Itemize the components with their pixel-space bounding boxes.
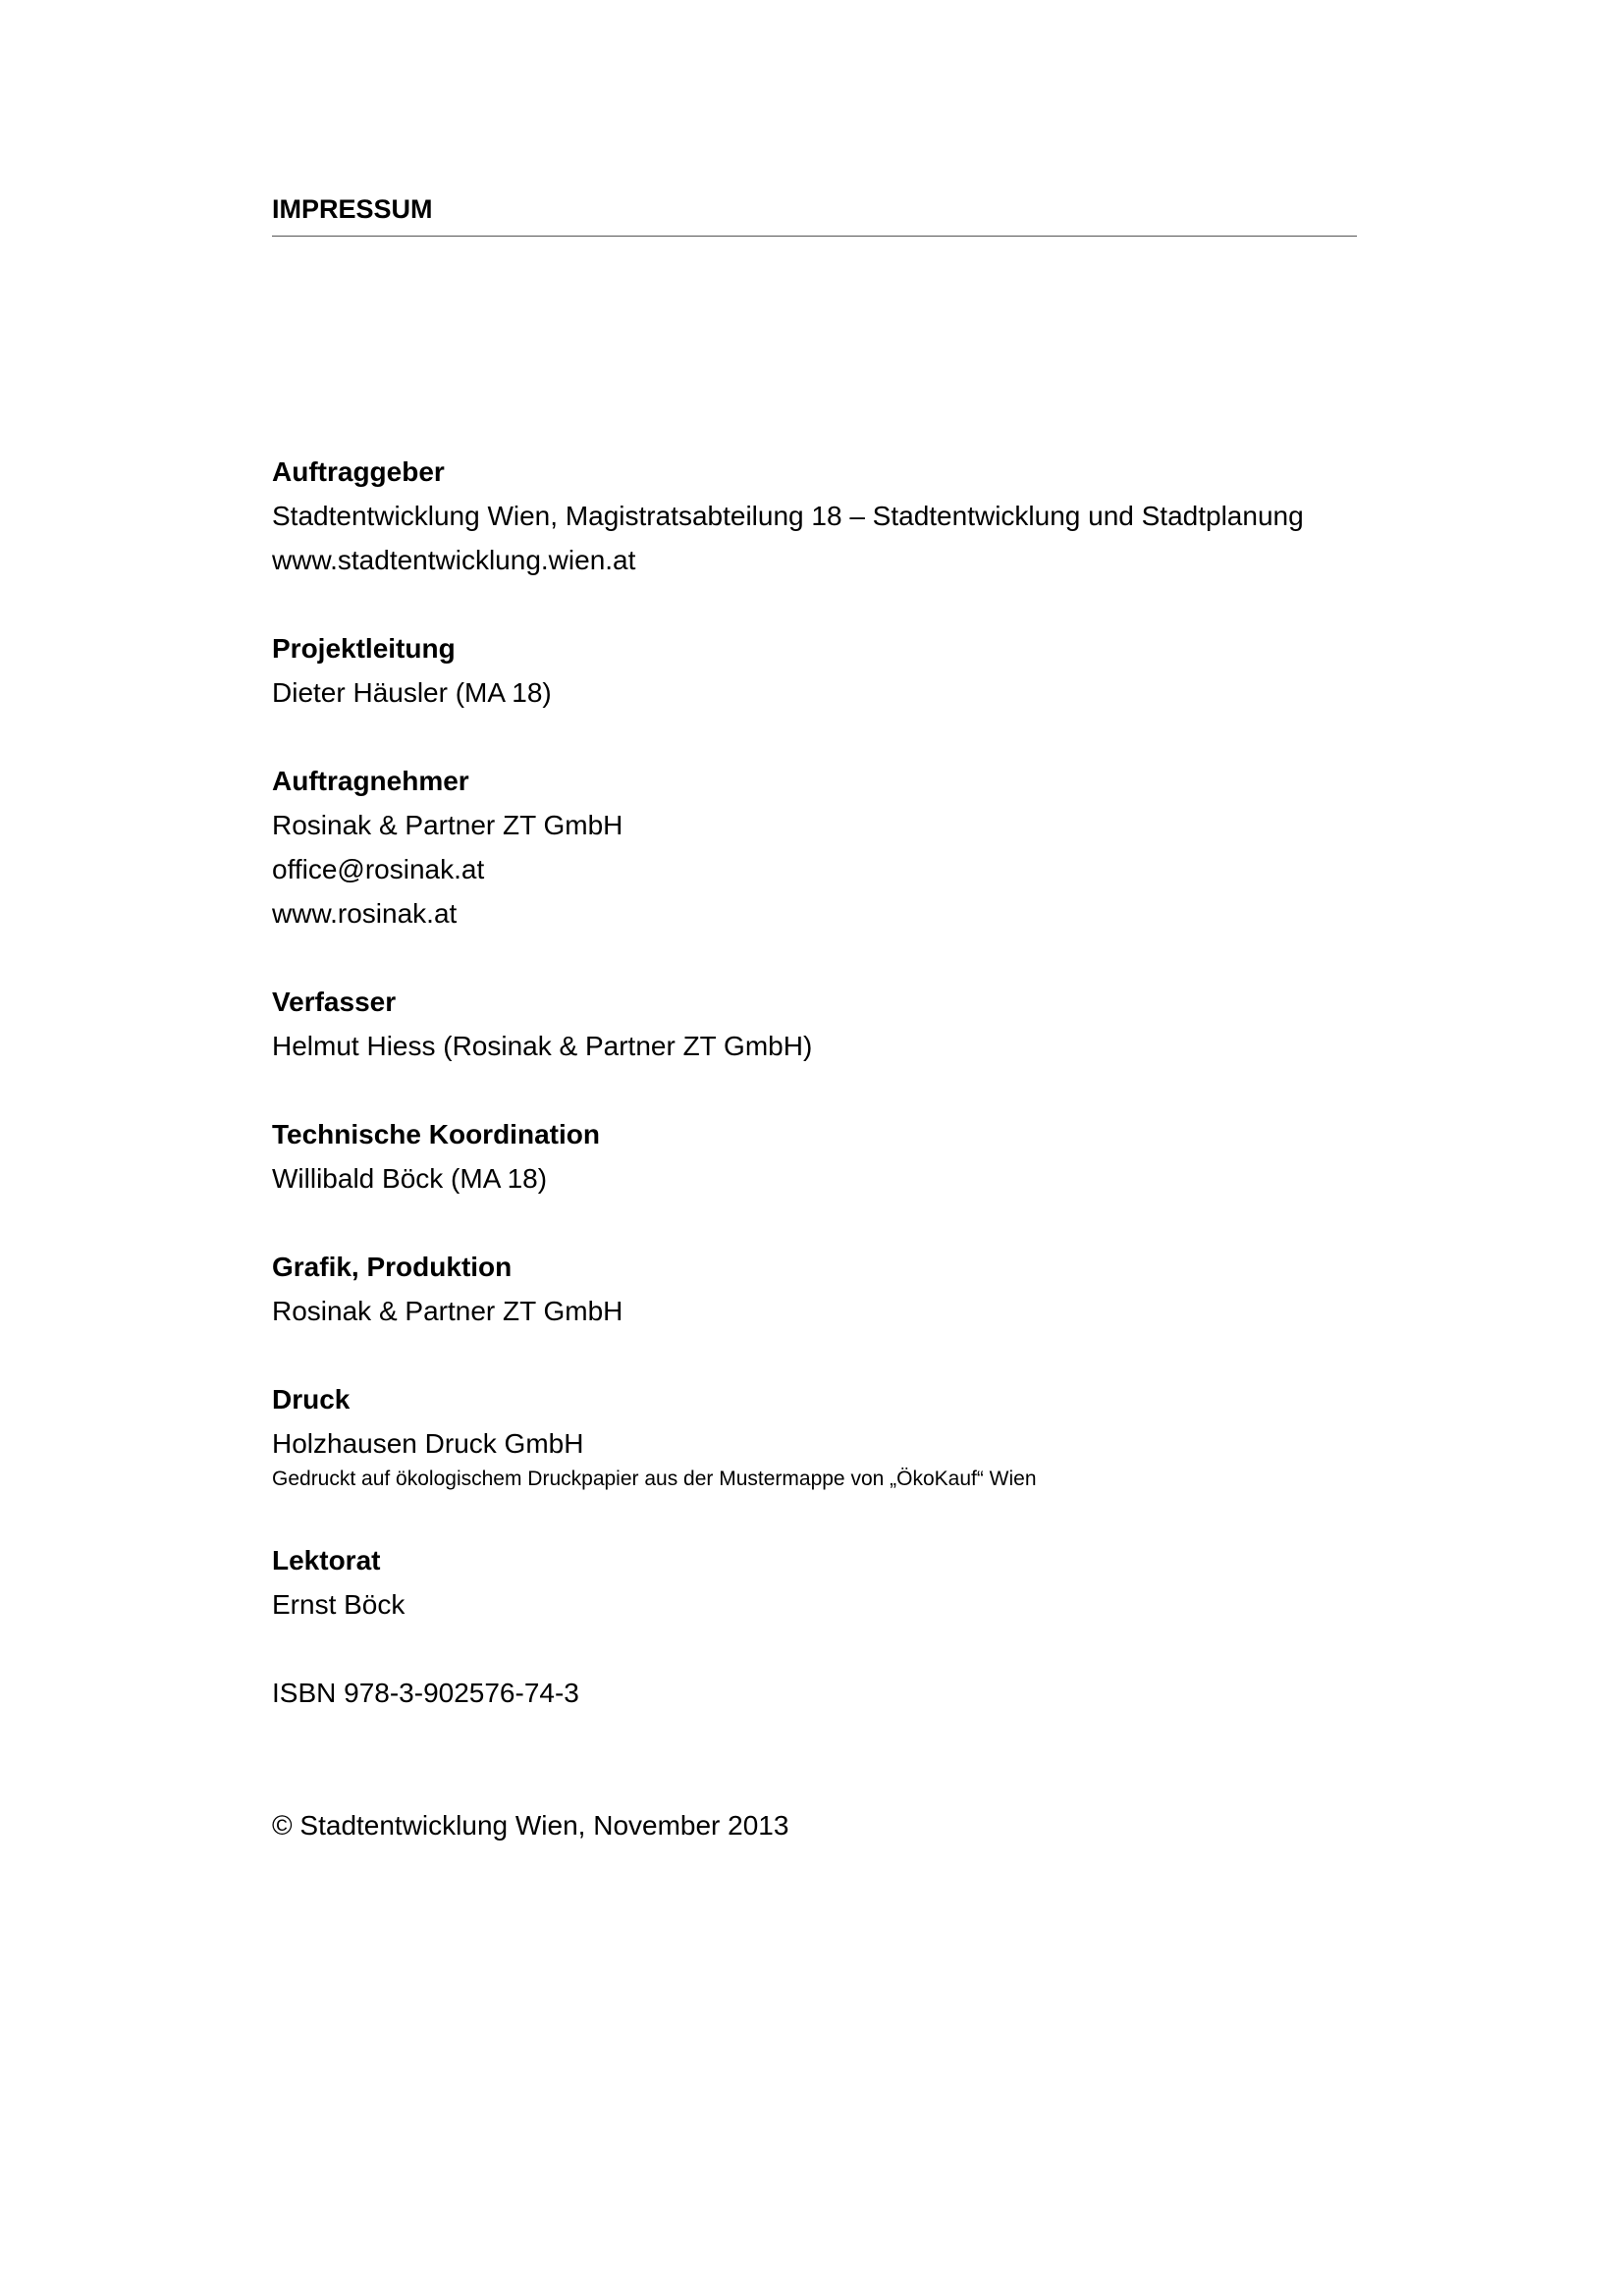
section-heading: Druck [272,1384,351,1415]
section-heading: Projektleitung [272,633,456,664]
section-heading: Technische Koordination [272,1119,600,1149]
contractor-name: Rosinak & Partner ZT GmbH [272,810,623,840]
section-lektorat [272,1538,1401,1627]
client-name: Stadtentwicklung Wien, Magistratsabteilung 18 – Stadtentwicklung und Stadtplanung [272,501,1304,531]
contractor-website: www.rosinak.at [272,898,458,929]
section-heading: Grafik, Produktion [272,1252,513,1282]
section-heading: Auftragnehmer [272,766,469,796]
section-projektleitung [272,626,1401,715]
technical-coordinator-name: Willibald Böck (MA 18) [272,1163,548,1194]
contractor-email: office@rosinak.at [272,854,485,884]
client-website: www.stadtentwicklung.wien.at [272,545,636,575]
page-header [272,192,1357,237]
editor-name: Ernst Böck [272,1589,406,1620]
page-title: IMPRESSUM [272,194,433,224]
header-divider [272,236,1357,237]
section-heading: Lektorat [272,1545,381,1575]
printing-note: Gedruckt auf ökologischem Druckpapier aus der Mustermappe von „ÖkoKauf“ Wien [272,1468,1037,1490]
copyright-notice: © Stadtentwicklung Wien, November 2013 [272,1810,789,1841]
author-name: Helmut Hiess (Rosinak & Partner ZT GmbH) [272,1031,813,1061]
section-technische-koordination [272,1112,1401,1201]
section-heading: Auftraggeber [272,456,445,487]
section-druck [272,1377,1401,1494]
isbn: ISBN 978-3-902576-74-3 [272,1678,579,1708]
project-lead-name: Dieter Häusler (MA 18) [272,677,552,708]
section-verfasser [272,980,1401,1068]
graphics-production-name: Rosinak & Partner ZT GmbH [272,1296,623,1326]
impressum-content [272,450,1401,1847]
section-grafik-produktion [272,1245,1401,1333]
section-auftraggeber [272,450,1401,582]
section-heading: Verfasser [272,987,397,1017]
printer-name: Holzhausen Druck GmbH [272,1428,584,1459]
section-auftragnehmer [272,759,1401,935]
